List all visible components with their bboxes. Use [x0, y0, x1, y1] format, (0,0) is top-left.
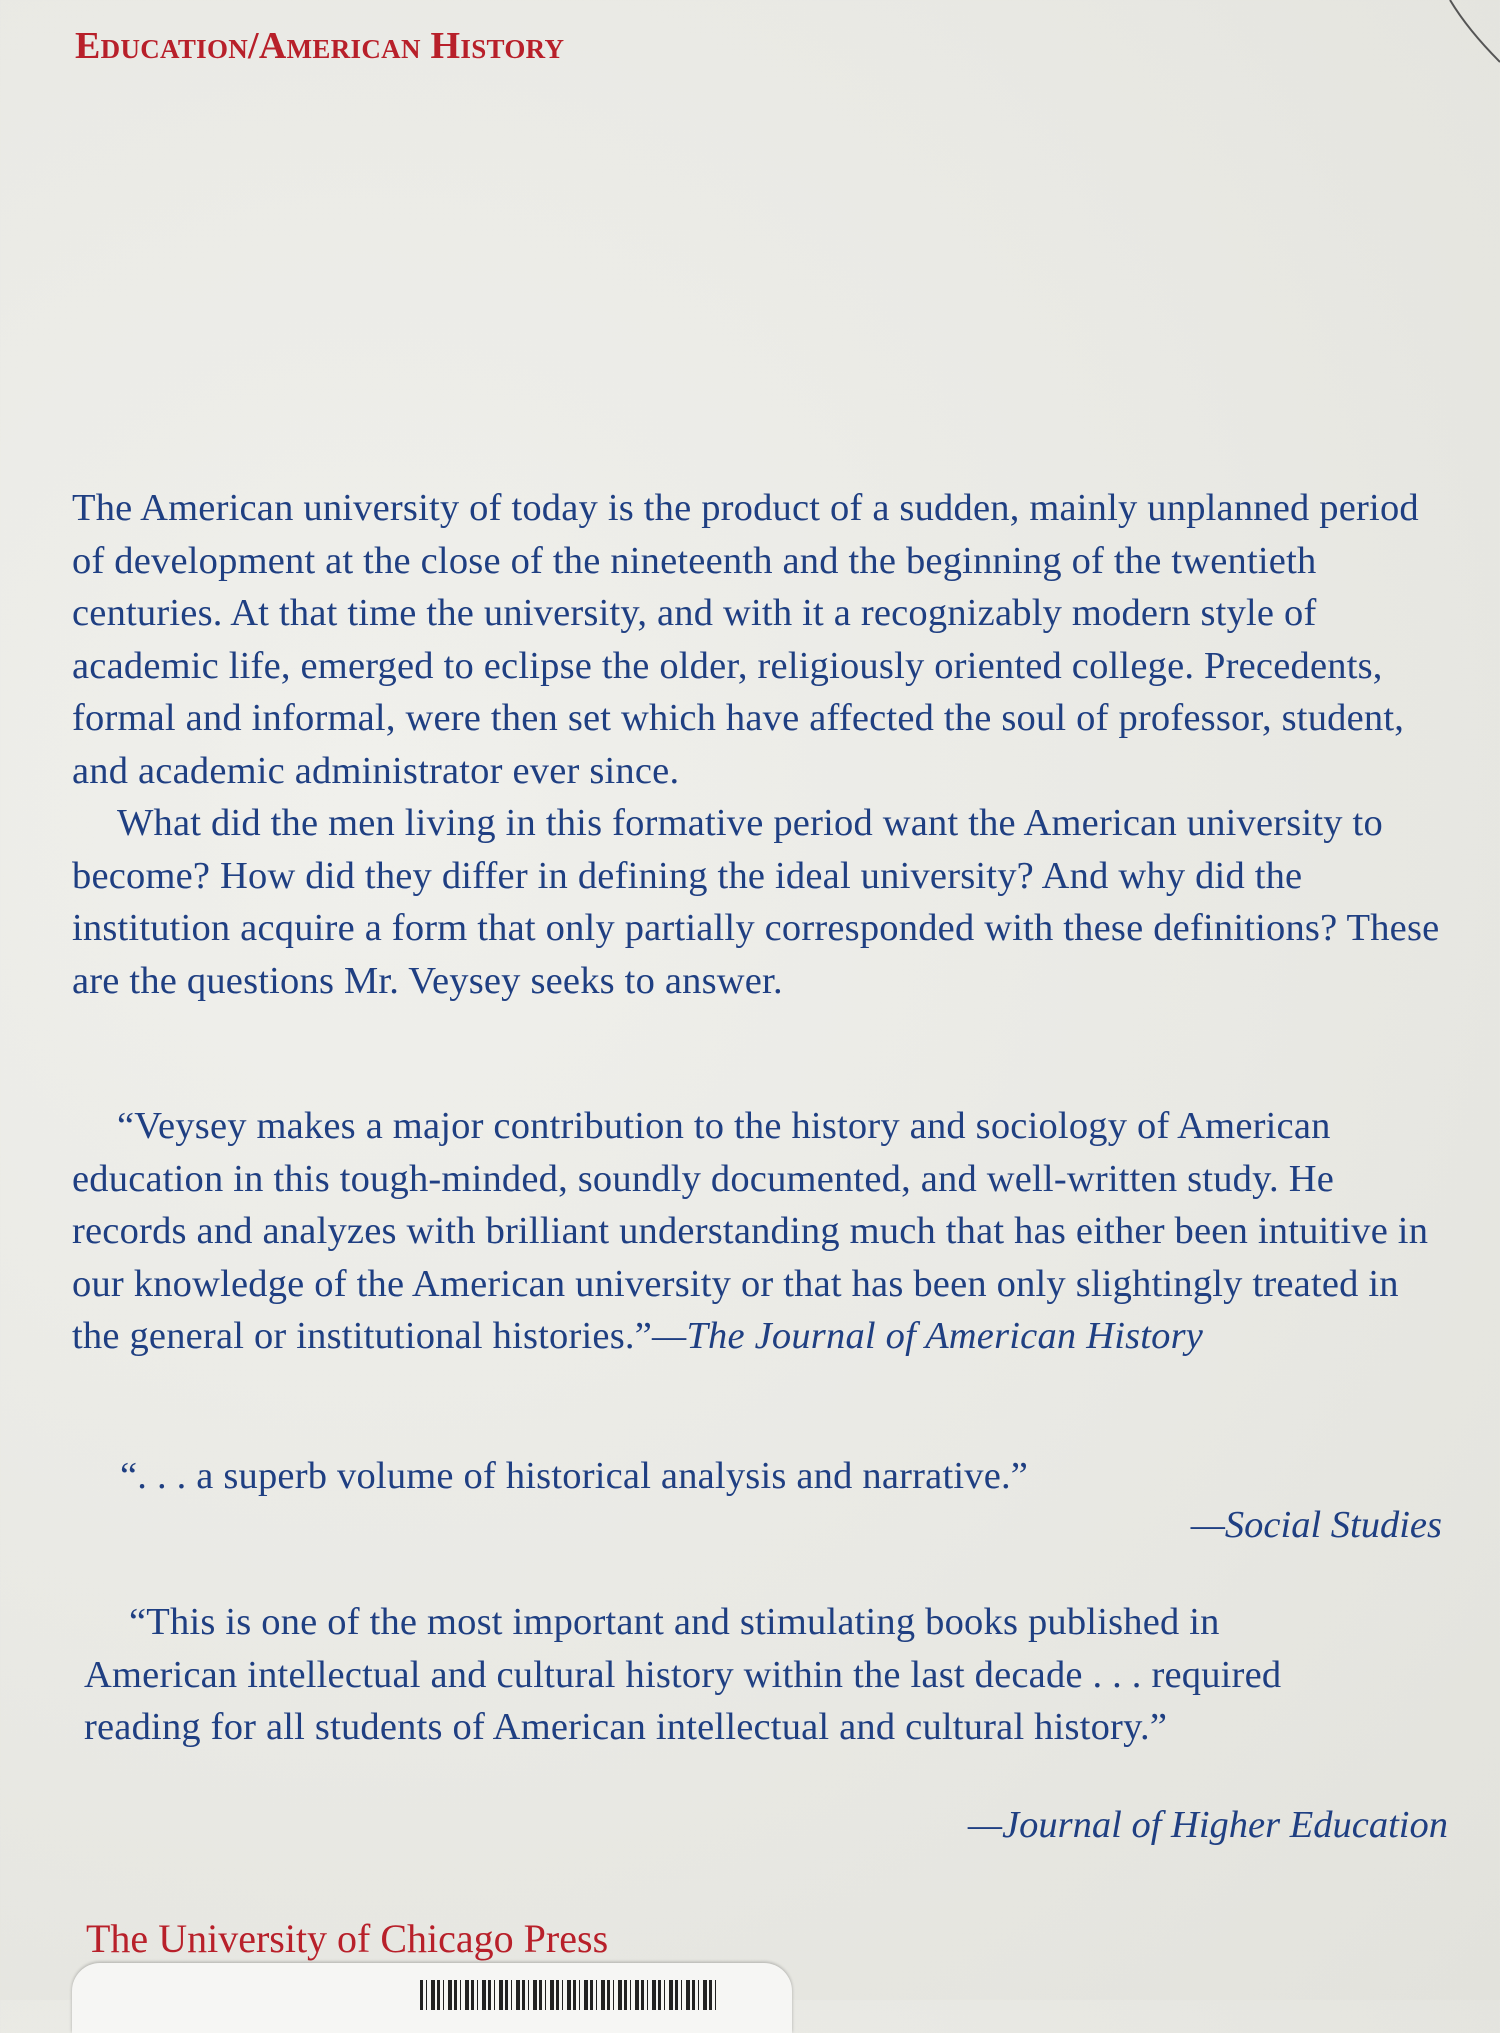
category-label: Education/American History: [75, 25, 565, 67]
description-paragraph: The American university of today is the product of a sudden, mainly unplanned period of development at the close of the nineteenth and the beginning of the twentieth centuries. At that time the university, and with it a recognizably modern style of academic life, emerged to eclipse the older, religiously oriented college. Precedents, formal and informal, were then set which have affected the soul of professor, student, and academic administrator ever since.: [72, 487, 1419, 792]
review-quote: “. . . a superb volume of historical analysis and narrative.”: [120, 1455, 1029, 1497]
review-source: —Journal of Higher Education: [967, 1804, 1448, 1846]
review-quote: “This is one of the most important and stimulating books published in American intellectual and cultural history within the last decade . . . required reading for all students of American intellectual and cultural history.”: [84, 1601, 1282, 1748]
review-quote: [72, 1100, 1452, 1363]
page-crease-icon: [1440, 0, 1500, 90]
publisher-name: The University of Chicago Press: [86, 1916, 609, 1961]
review-source: —The Journal of American History: [652, 1315, 1204, 1357]
review-source: —Social Studies: [1190, 1504, 1442, 1546]
barcode-icon: [420, 1980, 720, 2010]
review-quote-text: “Veysey makes a major contribution to the history and sociology of American education in this tough-minded, soundly documented, and well-written study. He records and analyzes with brilliant understanding much that has either been intuitive in our knowledge of the American university or that has been only slightingly treated in the general or institutional histories.”: [72, 1105, 1429, 1357]
book-description: [72, 482, 1452, 1007]
description-paragraph: What did the men living in this formative period want the American university to become? How did they differ in defining the ideal university? And why did the institution acquire a form that only partially corresponded with these definitions? These are the questions Mr. Veysey seeks to answer.: [72, 802, 1440, 1002]
